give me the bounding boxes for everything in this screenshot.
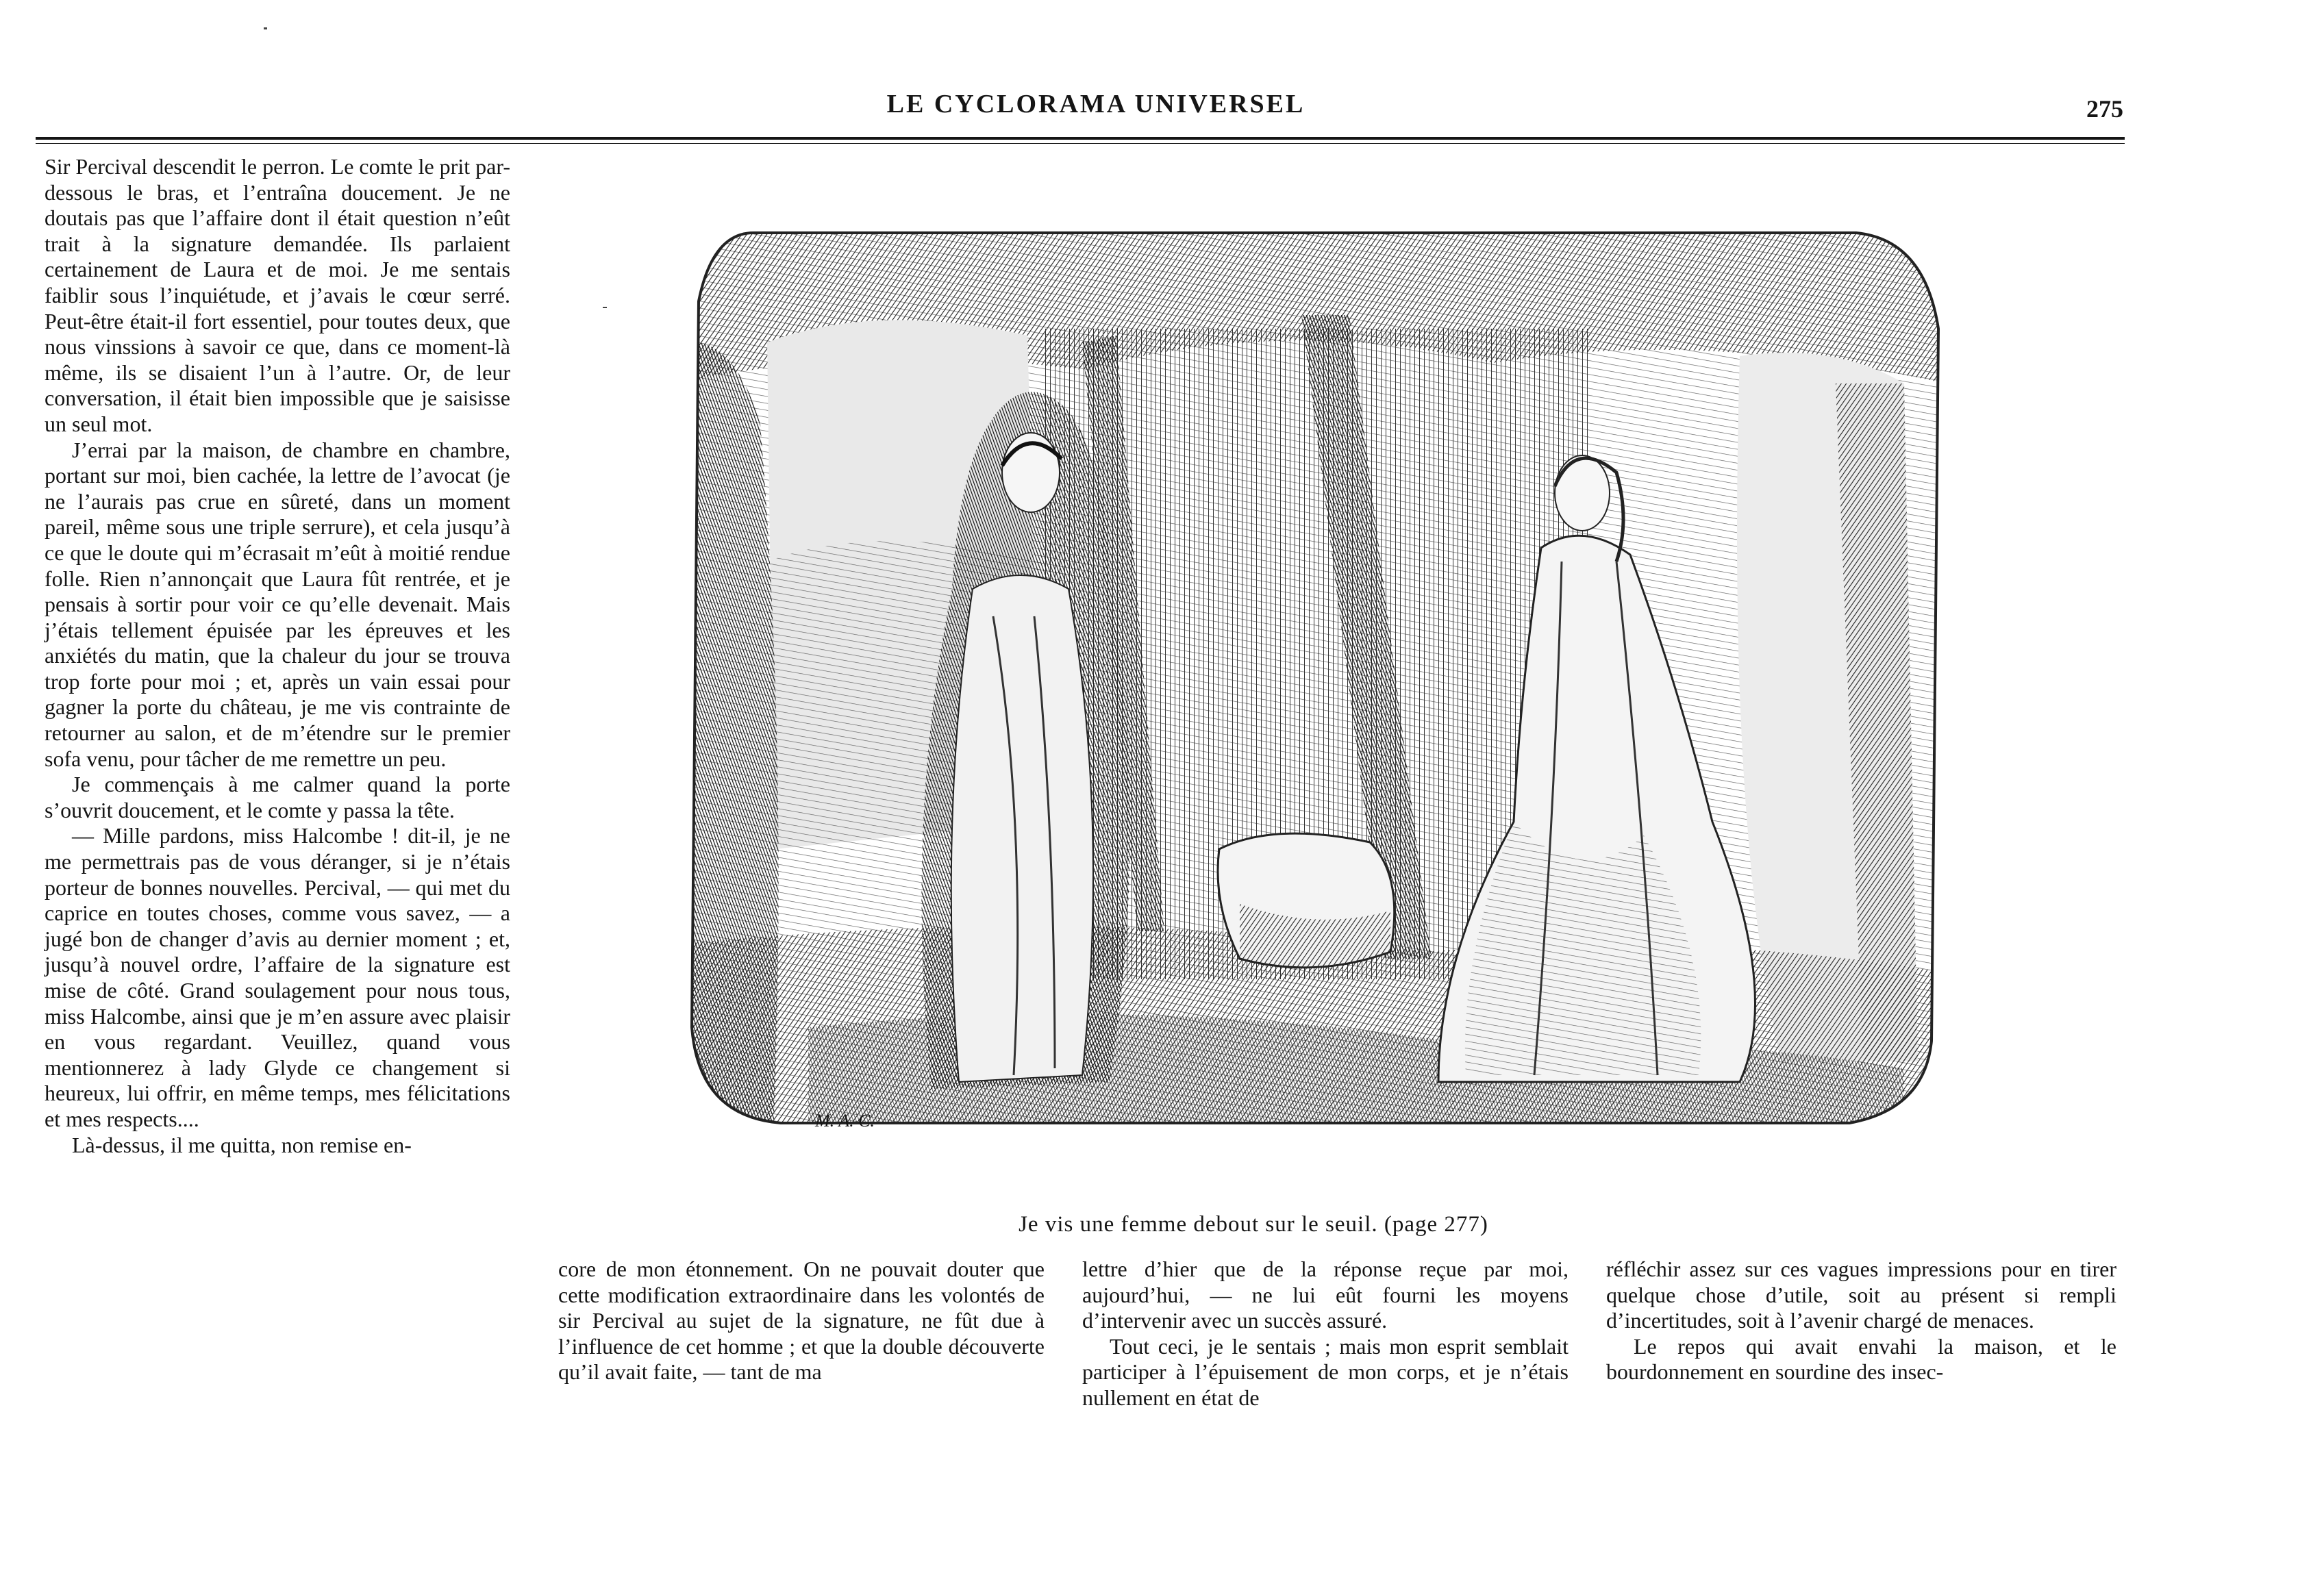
scan-speck — [264, 27, 267, 29]
paragraph: Tout ceci, je le sentais ; mais mon esprit semblait participer à l’épuisement de mon corps, et je n’étais nullement en état de — [1082, 1333, 1569, 1410]
engraving-illustration — [671, 205, 1945, 1144]
text-column-bottom-1 — [558, 1257, 1045, 1385]
paragraph: lettre d’hier que de la réponse reçue par moi, aujourd’hui, — ne lui eût fourni les moyens d’intervenir avec un succès assuré. — [1082, 1257, 1569, 1333]
header-rule-thin — [36, 143, 2125, 144]
paragraph: core de mon étonnement. On ne pouvait douter que cette modification extraordinaire dans les volontés de sir Percival au sujet de la signature, ne fût due à l’influence de cet homme ; et que la double découverte qu’il avait faite, — tant de ma — [558, 1257, 1045, 1385]
paragraph: Je commençais à me calmer quand la porte s’ouvrit doucement, et le comte y passa la tête. — [45, 772, 510, 822]
text-column-left — [45, 154, 510, 1158]
scan-speck — [603, 307, 607, 308]
artist-signature: M. A. C. — [815, 1111, 875, 1131]
paragraph: réfléchir assez sur ces vagues impressions pour en tirer quelque chose d’utile, soit au présent si rempli d’incertitudes, soit à l’avenir chargé de menaces. — [1606, 1257, 2116, 1333]
paragraph: J’errai par la maison, de chambre en chambre, portant sur moi, bien cachée, la lettre de l’avocat (je ne l’aurais pas crue en sûreté, dans un moment pareil, même sous une triple serrure), et cela jusqu’à ce que le doute qui m’écrasait m’eût à moitié rendue folle. Rien n’annonçait que Laura fût rentrée, et je pensais à sortir pour voir ce qu’elle devenait. Mais j’étais tellement épuisée par les épreuves et les anxiétés du matin, que la chaleur du jour se trouva trop forte pour moi ; et, après un vain essai pour gagner la porte du château, je me vis contrainte de retourner au salon, et de m’étendre sur le premier sofa venu, pour tâcher de me remettre un peu. — [45, 437, 510, 771]
illustration-caption: Je vis une femme debout sur le seuil. (page 277) — [1019, 1212, 1488, 1237]
paragraph: Sir Percival descendit le perron. Le comte le prit par-dessous le bras, et l’entraîna doucement. Je ne doutais pas que l’affaire dont il était question n’eût trait à la signature demandée. Ils parlaient certainement de Laura et de moi. Je me sentais faiblir sous l’inquiétude, et j’avais le cœur serré. Peut-être était-il fort essentiel, pour toutes deux, que nous vinssions à savoir ce que, dans ce moment-là même, ils se disaient l’un à l’autre. Or, de leur conversation, il était bien impossible que je saisisse un seul mot. — [45, 154, 510, 436]
paragraph: Là-dessus, il me quitta, non remise en- — [72, 1132, 412, 1157]
paragraph: — Mille pardons, miss Halcombe ! dit-il, je ne me permettrais pas de vous déranger, si je n’étais porteur de bonnes nouvelles. Percival, — qui met du caprice en toutes choses, comme vous savez, — a jugé bon de changer d’avis au dernier moment ; et, jusqu’à nouvel ordre, l’affaire de la signature est mise de côté. Grand soulagement pour nous tous, miss Halcombe, ainsi que je m’en assure avec plaisir en vous regardant. Veuillez, quand vous mentionnerez à lady Glyde ce changement si heureux, lui offrir, en même temps, mes félicitations et mes respects.... — [45, 823, 510, 1131]
text-column-bottom-2 — [1082, 1257, 1569, 1411]
running-head: LE CYCLORAMA UNIVERSEL — [886, 90, 1305, 118]
paragraph: Le repos qui avait envahi la maison, et le bourdonnement en sourdine des insec- — [1606, 1333, 2116, 1385]
page-number: 275 — [2086, 95, 2123, 123]
header-rule-thick — [36, 137, 2125, 140]
text-column-bottom-3 — [1606, 1257, 2116, 1385]
